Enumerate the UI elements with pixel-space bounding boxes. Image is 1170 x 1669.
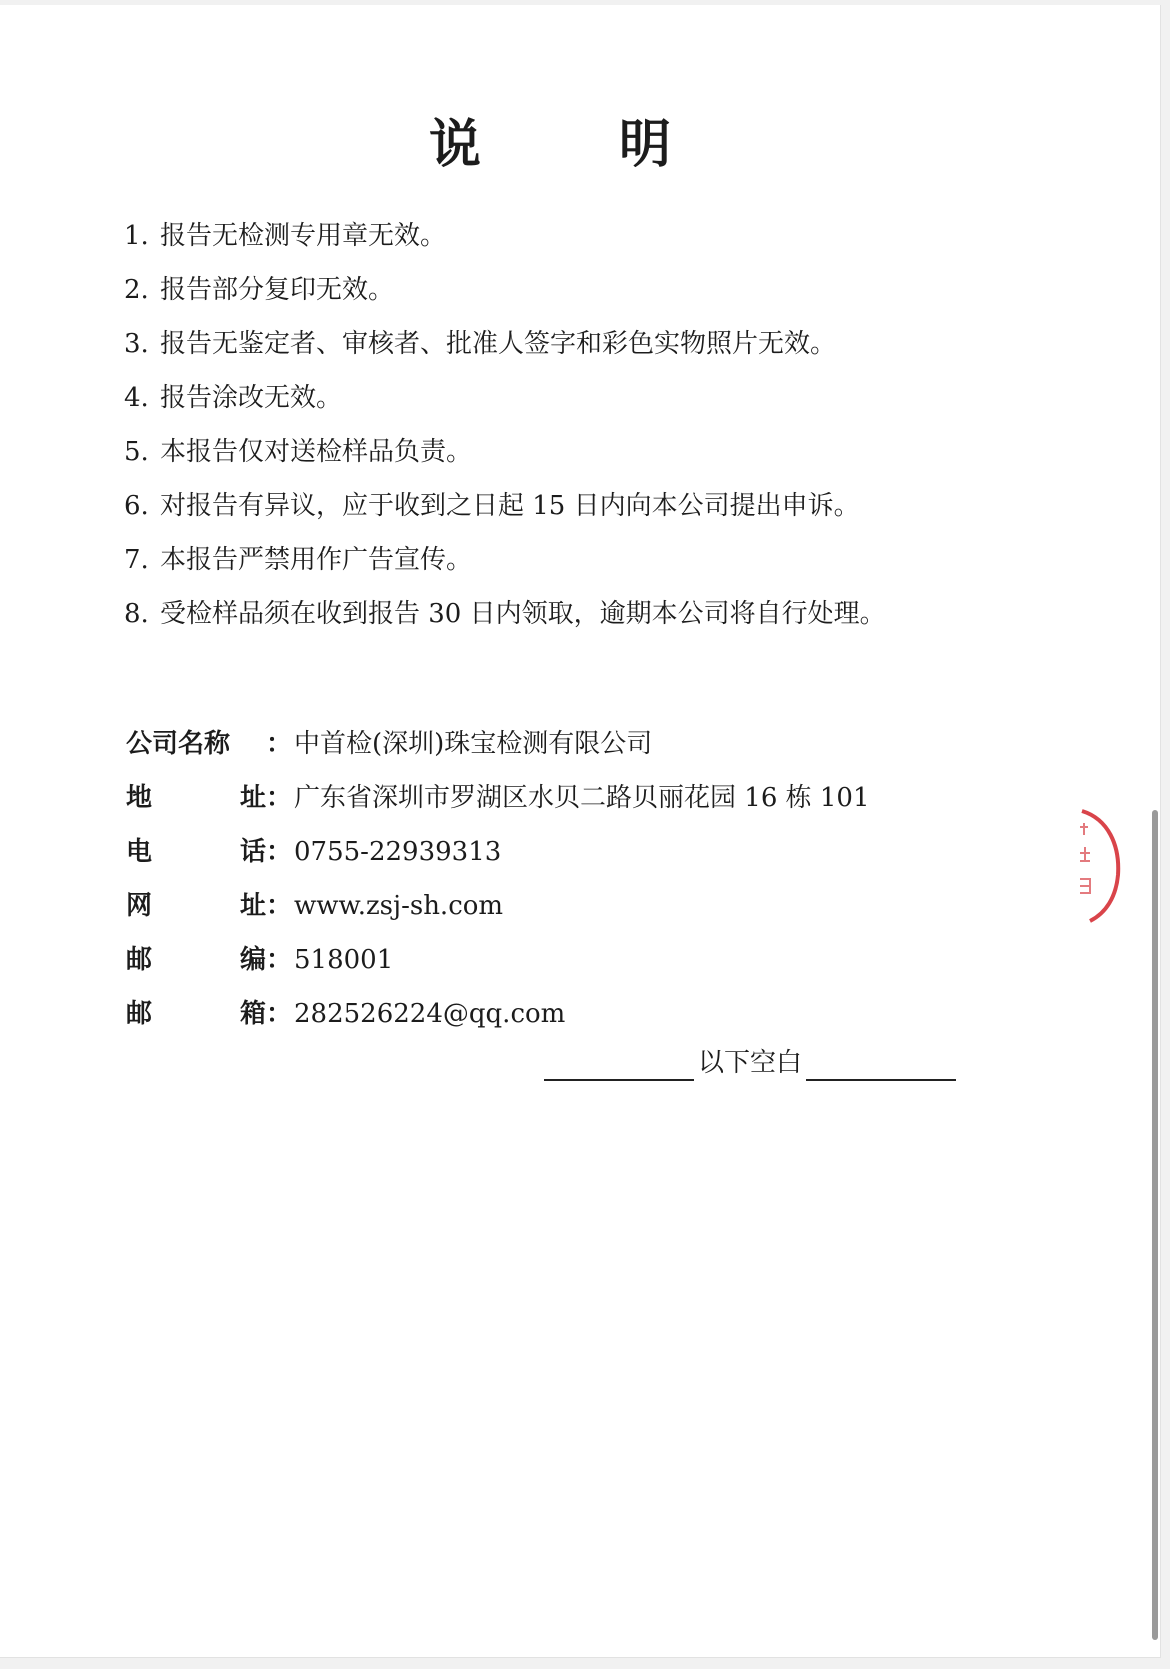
note-number: 1. (124, 221, 149, 251)
note-text: 本报告仅对送检样品负责。 (160, 437, 473, 467)
note-number: 3. (124, 329, 149, 359)
note-item (124, 263, 1044, 317)
note-text: 本报告严禁用作广告宣传。 (160, 545, 473, 575)
note-text: 受检样品须在收到报告 30 日内领取，逾期本公司将自行处理。 (160, 599, 886, 629)
note-number: 8. (124, 599, 149, 629)
company-info (126, 717, 1026, 1041)
colon: ： (266, 999, 293, 1029)
note-text: 报告无检测专用章无效。 (160, 221, 447, 251)
address-label (126, 771, 266, 825)
company-name-label (126, 717, 266, 771)
note-text: 报告无鉴定者、审核者、批准人签字和彩色实物照片无效。 (160, 329, 837, 359)
note-number: 7. (124, 545, 149, 575)
company-name-row (126, 717, 1026, 771)
company-name-value: 中首检(深圳)珠宝检测有限公司 (294, 729, 653, 759)
document-page (0, 5, 1161, 1658)
postcode-label (126, 933, 266, 987)
vertical-scrollbar[interactable] (1152, 810, 1158, 1640)
phone-row (126, 825, 1026, 879)
email-row (126, 987, 1026, 1041)
label-char: 邮 (126, 999, 153, 1029)
note-item (124, 317, 1044, 371)
address-value: 广东省深圳市罗湖区水贝二路贝丽花园 16 栋 101 (294, 783, 870, 813)
note-item (124, 479, 1044, 533)
left-rule (544, 1049, 694, 1081)
postcode-row (126, 933, 1026, 987)
note-item (124, 209, 1044, 263)
right-rule (806, 1049, 956, 1081)
note-item (124, 425, 1044, 479)
email-value: 282526224@qq.com (294, 999, 566, 1029)
blank-below-marker (544, 1045, 956, 1081)
label-text: 公司名称 (126, 729, 231, 759)
label-char: 邮 (126, 945, 153, 975)
label-char: 电 (126, 837, 153, 867)
colon: ： (266, 891, 293, 921)
note-text: 报告涂改无效。 (160, 383, 343, 413)
note-item (124, 533, 1044, 587)
label-char: 网 (126, 891, 153, 921)
website-value: www.zsj-sh.com (294, 891, 504, 921)
colon: ： (266, 783, 293, 813)
label-char: 箱 (239, 999, 266, 1029)
note-number: 2. (124, 275, 149, 305)
label-char: 话 (239, 837, 266, 867)
colon: ： (266, 729, 293, 759)
note-text: 报告部分复印无效。 (160, 275, 395, 305)
postcode-value: 518001 (294, 945, 394, 975)
note-number: 5. (124, 437, 149, 467)
blank-below-text: 以下空白 (698, 1048, 803, 1078)
label-char: 编 (239, 945, 266, 975)
website-row (126, 879, 1026, 933)
address-row (126, 771, 1026, 825)
note-number: 6. (124, 491, 149, 521)
page-title: 说 明 (428, 114, 732, 175)
email-label (126, 987, 266, 1041)
seal-stamp-fragment (1078, 805, 1122, 923)
note-item (124, 587, 1044, 641)
note-text: 对报告有异议，应于收到之日起 15 日内向本公司提出申诉。 (160, 491, 860, 521)
phone-label (126, 825, 266, 879)
seal-icon (1078, 805, 1122, 923)
phone-value: 0755-22939313 (294, 837, 502, 867)
label-char: 址 (239, 783, 266, 813)
website-label (126, 879, 266, 933)
colon: ： (266, 945, 293, 975)
label-char: 址 (239, 891, 266, 921)
notes-list (124, 209, 1044, 641)
colon: ： (266, 837, 293, 867)
note-item (124, 371, 1044, 425)
label-char: 地 (126, 783, 153, 813)
note-number: 4. (124, 383, 149, 413)
